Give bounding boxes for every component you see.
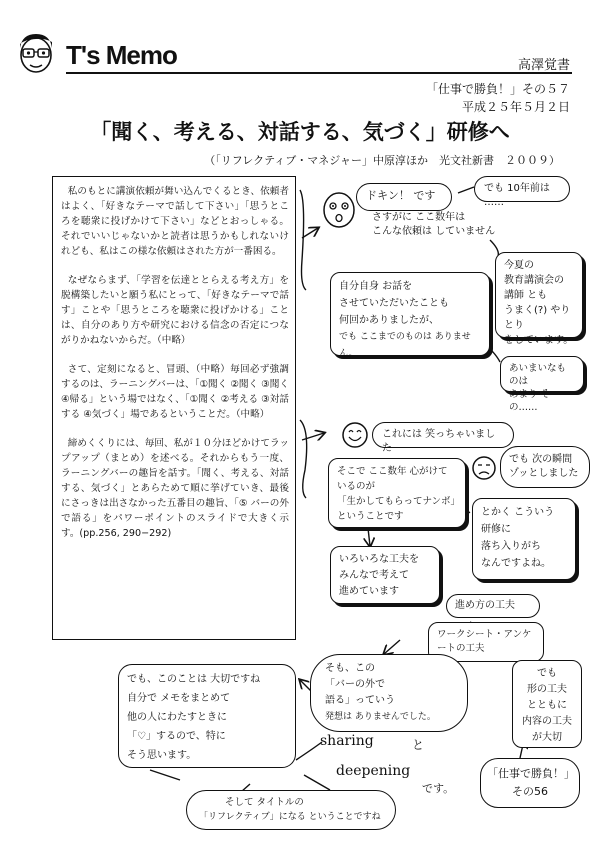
note-tends-to-1: とかく こういう: [481, 507, 555, 518]
note-vague-1: あいまいなものは: [509, 363, 567, 387]
quote-paragraph-4-text: 締めくくりには、毎回、私が１０分ほどかけてラップアップ（まとめ）を述べる。それからもう一度、ラーニングバーの趣旨を話す。「聞く、考える、対話する、気づく」とあらためて順に挙げていき、最後にさっきは出さなかった五番目の趣旨、「⑤ バーの外で語る」をパワーポイントのスライドで大きく示す。: [61, 438, 289, 539]
note-this-summer-4: うまく(?) やりとり: [504, 305, 571, 331]
note-important: [118, 664, 296, 768]
note-own-talks: [330, 272, 490, 359]
note-outside-bar: [310, 654, 468, 732]
note-worksheet-text: ワークシート・アンケートの工夫: [437, 629, 532, 654]
note-own-talks-2: させていただいたことも: [339, 298, 449, 309]
note-form-too-5: が大切: [532, 732, 562, 743]
sad-face-label: (ー_ー): [430, 414, 434, 415]
note-dokin: [356, 183, 452, 211]
quote-pages: (pp.256, 290−292): [79, 528, 172, 539]
note-method: [446, 594, 540, 618]
note-own-talks-3: 何回かありましたが、: [339, 315, 439, 326]
note-title-1: そして タイトルの: [225, 797, 304, 808]
note-this-summer-1: 今夏の: [504, 260, 534, 271]
link-important-bottom: [150, 770, 180, 780]
note-this-summer-3: 講師 とも: [504, 290, 548, 301]
note-method-text: 進め方の工夫: [455, 600, 515, 611]
note-lively-4: ということです: [337, 511, 404, 522]
bracket-2: [300, 420, 307, 498]
arrow-lively-various: [368, 528, 370, 546]
note-tends-to-4: なんですよね。: [481, 558, 551, 569]
book-source: （「リフレクティブ・マネジャー」中原淳ほか 光文社新書 ２００９）: [204, 154, 560, 167]
laughing-face-label: (^_^): [300, 380, 303, 381]
note-various-2: みんなで考えて: [339, 570, 409, 581]
note-outside-bar-1: そも、この: [325, 663, 375, 674]
quote-paragraph-2: なぜならまず、「学習を伝達ととらえる考え方」を脱構築したいと願う私にとって、「好きなテーマで話す」ことや「思うところを聴衆に投げかける」ことは、自分のあり方や研究における信念の否定につながりかねないからだ。（中略）: [61, 275, 289, 346]
note-outside-bar-3: 語る」っていう: [325, 695, 395, 706]
logo-title: T's Memo: [66, 40, 177, 70]
note-shigoto-2: その56: [512, 785, 548, 798]
note-form-too: [512, 660, 582, 748]
note-tends-to-2: 研修に: [481, 524, 511, 535]
note-form-too-1: でも: [537, 668, 557, 679]
note-form-too-3: とともに: [527, 700, 567, 711]
note-this-summer-2: 教育講演会の: [504, 275, 564, 286]
note-but-moment-2: ゾッとしました: [509, 468, 579, 479]
note-tends-to: [472, 498, 576, 580]
series-label: 「仕事で勝負！」その５７: [425, 82, 570, 96]
note-ten-years-ago-text: でも 10年前は ……: [484, 183, 550, 208]
note-but-moment: [500, 446, 590, 488]
note-important-4: 「♡」するので、特に: [127, 731, 226, 742]
note-outside-bar-4: 発想は ありませんでした。: [325, 712, 436, 722]
note-shigoto-1: 「仕事で勝負！」: [487, 767, 575, 780]
note-various-3: 進めています: [339, 586, 399, 597]
note-this-summer: [495, 252, 583, 346]
note-vague-2: あまり その……: [509, 389, 551, 413]
note-laughed-text: これには 笑っちゃいました: [382, 429, 496, 454]
note-various-1: いろいろな工夫を: [339, 554, 419, 565]
note-important-1: でも、このことは 大切ですね: [127, 674, 261, 685]
note-laughed: [372, 422, 514, 454]
note-own-talks-4: でも ここまでのものは ありません。: [339, 332, 471, 359]
shocked-face-icon: [280, 150, 358, 230]
arrow-to-face: [302, 228, 318, 238]
page-title: 「聞く、考える、対話する、気づく」研修へ: [90, 120, 510, 144]
note-not-received-2: こんな依頼は していません: [372, 226, 496, 237]
note-form-too-4: 内容の工夫: [522, 716, 572, 727]
quote-paragraph-1: 私のもとに講演依頼が舞い込んでくるとき、依頼者はよく、「好きなテーマで話して下さい」「思うところを聴衆に投げかけて下さい」などとおっしゃる。それでいいじゃないかと読者は思うかもしれないけれども、私はこの様な依頼はされた方が一番困る。: [61, 186, 289, 257]
link-summer: [490, 240, 498, 256]
note-not-received: [372, 211, 502, 239]
laughing-face-icon: [300, 380, 370, 450]
note-not-received-1: さすがに ここ数年は: [372, 212, 466, 223]
note-ten-years-ago: [474, 176, 570, 208]
link-deepening: [304, 775, 330, 790]
arrow-to-outside: [384, 640, 400, 654]
note-important-5: そう思います。: [127, 750, 197, 761]
note-sharing: sharing: [320, 733, 374, 749]
note-important-2: 自分で メモをまとめて: [127, 693, 231, 704]
quote-paragraph-3: さて、定刻になると、冒頭、（中略）毎回必ず強調するのは、ラーニングバーは、「①聞く ②聞く ③聞く ④帰る」という場ではなく、「①聞く ②考える ③対話する ④気づく」場であるということだ。（中略）: [61, 364, 289, 420]
note-lively-3: 「生かしてもらってナンボ」: [337, 496, 461, 507]
note-important-3: 他の人にわたすときに: [127, 712, 227, 723]
note-dokin-text: ドキン！ です: [366, 189, 436, 202]
note-title: [186, 790, 396, 830]
note-deepening: deepening: [336, 763, 411, 779]
note-vague: [500, 356, 584, 413]
note-own-talks-1: 自分自身 お話を: [339, 281, 413, 292]
note-and: と: [412, 738, 425, 752]
note-shigoto: [480, 758, 580, 808]
note-form-too-2: 形の工夫: [527, 684, 567, 695]
note-outside-bar-2: 「バーの外で: [325, 679, 385, 690]
note-lively-2: いるのが: [337, 481, 376, 492]
note-lively-1: そこで ここ数年 心がけて: [337, 466, 448, 477]
shocked-face-label: (ಠ_ಠ): [280, 150, 283, 151]
note-lively: [328, 458, 466, 528]
note-desu: です。: [422, 782, 455, 795]
link-sharing: [296, 742, 322, 760]
bracket-1: [300, 190, 306, 290]
memo-date: 平成２５年５月２日: [461, 100, 570, 114]
note-title-2: 「リフレクティブ」になる ということですね: [199, 812, 381, 822]
note-this-summer-5: をしています。: [504, 335, 574, 346]
author-name: 高澤覚書: [517, 58, 570, 73]
note-but-moment-1: でも 次の瞬間: [509, 454, 573, 465]
note-various: [330, 546, 440, 604]
link-10years: [458, 187, 474, 193]
note-tends-to-3: 落ち入りがち: [481, 541, 541, 552]
